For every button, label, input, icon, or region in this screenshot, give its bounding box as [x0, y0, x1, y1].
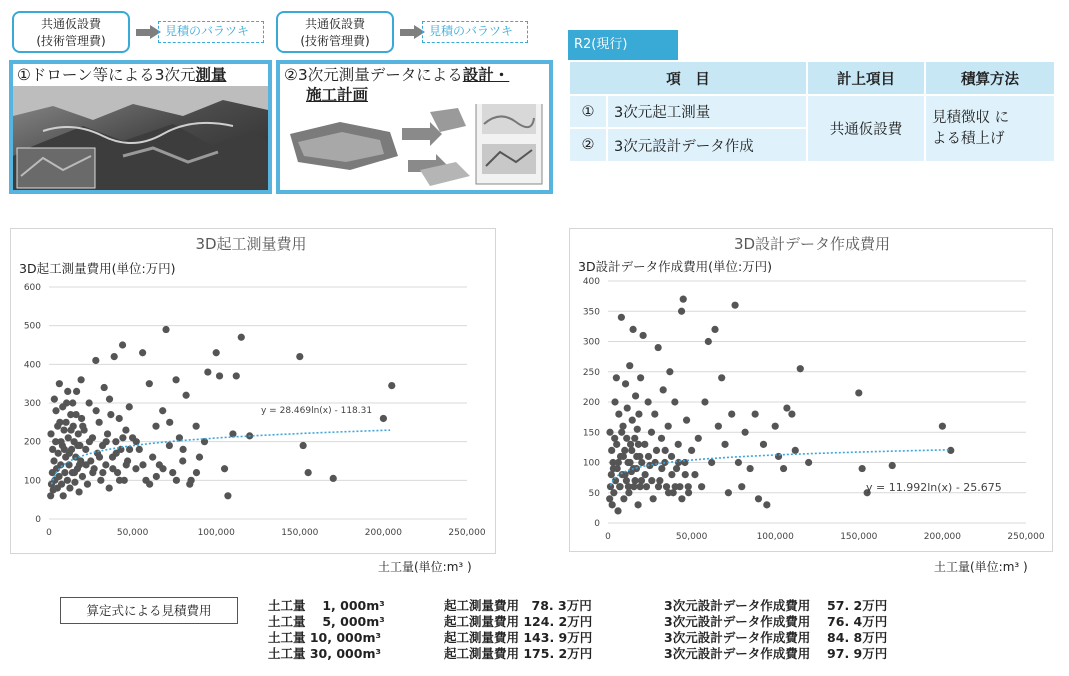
data-point — [666, 368, 673, 375]
data-point — [738, 483, 745, 490]
data-point — [627, 441, 634, 448]
x-tick-label: 200,000 — [364, 528, 403, 538]
estimate-volume: 土工量 10, 000m³ — [268, 630, 381, 645]
y-tick-label: 350 — [582, 307, 600, 318]
y-tick-label: 0 — [594, 519, 600, 529]
y-tick-label: 300 — [23, 399, 41, 409]
drone-survey-title-text: ①ドローン等による3次元 — [17, 66, 196, 84]
data-point — [718, 374, 725, 381]
data-point — [216, 372, 223, 379]
data-point — [159, 407, 166, 414]
data-point — [82, 446, 89, 453]
r2-cost-table — [568, 60, 1056, 161]
data-point — [196, 454, 203, 461]
data-point — [136, 446, 143, 453]
data-point — [701, 398, 708, 405]
data-point — [650, 495, 657, 502]
r2-method-line1: 見積徴収 に — [932, 109, 1010, 126]
y-tick-label: 150 — [582, 428, 600, 439]
data-point — [747, 465, 754, 472]
data-point — [643, 483, 650, 490]
data-point — [780, 465, 787, 472]
data-point — [116, 415, 123, 422]
design-plan-title-bold1: 設計・ — [462, 66, 510, 84]
data-point — [640, 332, 647, 339]
data-point — [96, 454, 103, 461]
estimate-volume: 土工量 5, 000m³ — [268, 614, 385, 629]
data-point — [613, 374, 620, 381]
data-point — [330, 475, 337, 482]
data-point — [238, 334, 245, 341]
estimate-row — [268, 628, 968, 644]
data-point — [615, 459, 622, 466]
estimate-survey-cost: 起工測量費用 175. 2万円 — [444, 646, 593, 661]
data-point — [112, 438, 119, 445]
data-point — [72, 411, 79, 418]
data-point — [641, 441, 648, 448]
data-point — [642, 471, 649, 478]
data-point — [60, 492, 67, 499]
data-point — [614, 507, 621, 514]
data-point — [146, 481, 153, 488]
data-point — [609, 501, 616, 508]
x-tick-label: 250,000 — [448, 528, 486, 538]
x-tick-label: 50,000 — [116, 528, 149, 538]
drone-survey-panel — [9, 60, 272, 194]
design-plan-title-line2 — [306, 86, 368, 104]
data-point — [620, 453, 627, 460]
data-point — [92, 357, 99, 364]
data-point — [618, 314, 625, 321]
design-plan-title — [284, 66, 509, 84]
data-point — [166, 419, 173, 426]
data-point — [678, 308, 685, 315]
data-point — [296, 353, 303, 360]
data-point — [146, 380, 153, 387]
data-point — [653, 447, 660, 454]
r2-method-cell — [925, 95, 1055, 161]
estimate-design-cost: 3次元設計データ作成費用 84. 8万円 — [664, 630, 888, 645]
data-point — [658, 435, 665, 442]
r2-header-row — [569, 61, 1055, 95]
data-point — [685, 489, 692, 496]
x-tick-label: 200,000 — [923, 532, 962, 542]
data-point — [623, 435, 630, 442]
data-point — [634, 426, 641, 433]
data-point — [691, 471, 698, 478]
data-point — [675, 459, 682, 466]
data-point — [631, 435, 638, 442]
data-point — [665, 489, 672, 496]
data-point — [660, 386, 667, 393]
x-tick-label: 150,000 — [840, 532, 878, 542]
data-point — [73, 388, 80, 395]
data-point — [186, 481, 193, 488]
data-point — [626, 362, 633, 369]
y-tick-label: 500 — [23, 321, 41, 332]
data-point — [183, 392, 190, 399]
data-point — [613, 441, 620, 448]
chart-ylabel: 3D設計データ作成費用(単位:万円) — [578, 259, 773, 274]
data-point — [656, 477, 663, 484]
data-point — [66, 484, 73, 491]
data-point — [97, 477, 104, 484]
data-point — [655, 344, 662, 351]
data-point — [695, 435, 702, 442]
chart-ylabel: 3D起工測量費用(単位:万円) — [19, 261, 176, 276]
data-point — [153, 473, 160, 480]
data-point — [62, 419, 69, 426]
data-point — [889, 462, 896, 469]
r2-current-tab: R2(現行) — [568, 30, 678, 60]
data-point — [139, 349, 146, 356]
data-point — [224, 492, 231, 499]
data-point — [658, 465, 665, 472]
r2-header-category: 計上項目 — [807, 61, 925, 95]
data-point — [173, 477, 180, 484]
data-point — [123, 461, 130, 468]
data-point — [735, 459, 742, 466]
data-point — [682, 471, 689, 478]
estimate-volume: 土工量 1, 000m³ — [268, 598, 385, 613]
trendline-label: y = 28.469ln(x) - 118.31 — [261, 406, 373, 416]
data-point — [648, 429, 655, 436]
data-point — [629, 417, 636, 424]
data-point — [638, 477, 645, 484]
data-point — [96, 419, 103, 426]
data-point — [610, 465, 617, 472]
estimate-survey-cost: 起工測量費用 143. 9万円 — [444, 630, 593, 645]
data-point — [233, 372, 240, 379]
data-point — [380, 415, 387, 422]
data-point — [139, 461, 146, 468]
data-point — [57, 438, 64, 445]
data-point — [688, 447, 695, 454]
data-point — [64, 388, 71, 395]
data-point — [635, 411, 642, 418]
data-point — [83, 461, 90, 468]
data-point — [93, 407, 100, 414]
data-point — [628, 447, 635, 454]
data-point — [204, 368, 211, 375]
r2-row-2-item: 3次元設計データ作成 — [607, 128, 807, 161]
data-point — [792, 447, 799, 454]
data-point — [611, 398, 618, 405]
data-point — [166, 442, 173, 449]
data-point — [109, 465, 116, 472]
y-tick-label: 250 — [582, 367, 600, 378]
data-point — [648, 477, 655, 484]
data-point — [725, 489, 732, 496]
data-point — [616, 483, 623, 490]
chart-title: 3D起工測量費用 — [195, 235, 307, 253]
drone-terrain-image — [13, 86, 268, 190]
data-point — [104, 430, 111, 437]
data-point — [79, 423, 86, 430]
data-point — [213, 349, 220, 356]
data-point — [57, 461, 64, 468]
data-point — [179, 446, 186, 453]
data-point — [102, 461, 109, 468]
estimate-survey-cost: 起工測量費用 78. 3万円 — [444, 598, 592, 613]
data-point — [64, 477, 71, 484]
design-chart-xlabel: 土工量(単位:m³ ) — [934, 560, 1028, 574]
survey-chart-xlabel: 土工量(単位:m³ ) — [378, 560, 472, 574]
data-point — [119, 434, 126, 441]
data-point — [624, 404, 631, 411]
x-tick-label: 100,000 — [197, 528, 235, 538]
variance-tag-2: 見積のバラツキ — [422, 21, 528, 43]
y-tick-label: 400 — [582, 277, 600, 287]
r2-row-2-no: ② — [569, 128, 607, 161]
data-point — [631, 477, 638, 484]
data-point — [665, 423, 672, 430]
data-point — [610, 489, 617, 496]
x-tick-label: 0 — [46, 528, 52, 538]
data-point — [939, 423, 946, 430]
data-point — [715, 423, 722, 430]
data-point — [99, 469, 106, 476]
data-point — [61, 469, 68, 476]
data-point — [608, 447, 615, 454]
r2-method-line2: よる積上げ — [932, 130, 1005, 147]
data-point — [169, 469, 176, 476]
data-point — [708, 459, 715, 466]
data-point — [78, 376, 85, 383]
x-tick-label: 50,000 — [675, 532, 708, 542]
cost-bubble-2-line1: 共通仮設費 — [304, 17, 365, 31]
x-tick-label: 150,000 — [281, 528, 319, 538]
y-tick-label: 100 — [23, 476, 41, 487]
data-point — [79, 473, 86, 480]
data-point — [56, 380, 63, 387]
data-point — [615, 411, 622, 418]
data-point — [788, 411, 795, 418]
data-point — [52, 407, 59, 414]
data-point — [60, 426, 67, 433]
design-cost-chart-svg — [570, 229, 1054, 553]
data-point — [645, 398, 652, 405]
data-point — [622, 380, 629, 387]
data-point — [89, 469, 96, 476]
data-point — [755, 495, 762, 502]
data-point — [606, 429, 613, 436]
estimate-table — [268, 596, 968, 660]
data-point — [84, 481, 91, 488]
drone-survey-title-bold: 測量 — [195, 66, 227, 84]
data-point — [221, 465, 228, 472]
data-point — [731, 302, 738, 309]
data-point — [119, 341, 126, 348]
data-point — [618, 429, 625, 436]
data-point — [621, 447, 628, 454]
data-point — [50, 457, 57, 464]
data-point — [711, 326, 718, 333]
data-point — [106, 484, 113, 491]
data-point — [67, 426, 74, 433]
data-point — [47, 430, 54, 437]
data-point — [626, 459, 633, 466]
data-point — [629, 326, 636, 333]
data-point — [632, 392, 639, 399]
survey-cost-chart — [10, 228, 496, 554]
design-data-image — [280, 104, 549, 190]
cost-bubble-1-line2: (技術管理費) — [36, 34, 106, 48]
estimate-design-cost: 3次元設計データ作成費用 57. 2万円 — [664, 598, 888, 613]
y-tick-label: 600 — [23, 283, 41, 293]
data-point — [668, 471, 675, 478]
survey-cost-chart-svg — [11, 229, 497, 555]
data-point — [113, 450, 120, 457]
y-tick-label: 300 — [582, 337, 600, 348]
data-point — [763, 501, 770, 508]
x-tick-label: 250,000 — [1007, 532, 1045, 542]
data-point — [86, 438, 93, 445]
data-point — [74, 442, 81, 449]
estimate-volume: 土工量 30, 000m³ — [268, 646, 381, 661]
design-cost-chart — [569, 228, 1053, 552]
cost-bubble-2 — [276, 11, 394, 53]
cost-bubble-1-line1: 共通仮設費 — [40, 17, 101, 31]
data-point — [116, 477, 123, 484]
data-point — [680, 296, 687, 303]
data-point — [634, 501, 641, 508]
data-point — [752, 411, 759, 418]
estimate-survey-cost: 起工測量費用 124. 2万円 — [444, 614, 593, 629]
y-tick-label: 400 — [23, 360, 41, 371]
data-point — [655, 483, 662, 490]
data-point — [66, 450, 73, 457]
data-point — [300, 442, 307, 449]
r2-category-cell: 共通仮設費 — [807, 95, 925, 161]
data-point — [662, 447, 669, 454]
data-point — [637, 483, 644, 490]
y-tick-label: 50 — [588, 488, 600, 499]
data-point — [633, 453, 640, 460]
cost-bubble-2-line2: (技術管理費) — [300, 34, 370, 48]
data-point — [193, 423, 200, 430]
data-point — [305, 469, 312, 476]
r2-row-1-item: 3次元起工測量 — [607, 95, 807, 128]
data-point — [101, 384, 108, 391]
data-point — [122, 426, 129, 433]
design-plan-panel — [276, 60, 553, 194]
x-tick-label: 100,000 — [756, 532, 794, 542]
data-point — [671, 398, 678, 405]
data-point — [69, 399, 76, 406]
estimate-design-cost: 3次元設計データ作成費用 76. 4万円 — [664, 614, 888, 629]
trendline-label: y = 11.992ln(x) - 25.675 — [866, 481, 1002, 494]
r2-row-1-no: ① — [569, 95, 607, 128]
r2-header-item: 項 目 — [569, 61, 807, 95]
data-point — [721, 441, 728, 448]
estimate-row — [268, 644, 968, 660]
data-point — [728, 411, 735, 418]
data-point — [149, 454, 156, 461]
r2-row-1 — [569, 95, 1055, 128]
data-point — [783, 404, 790, 411]
data-point — [179, 457, 186, 464]
data-point — [638, 459, 645, 466]
estimate-row — [268, 612, 968, 628]
data-point — [75, 488, 82, 495]
data-point — [132, 465, 139, 472]
data-point — [159, 465, 166, 472]
data-point — [620, 495, 627, 502]
data-point — [172, 376, 179, 383]
data-point — [637, 374, 644, 381]
y-tick-label: 200 — [23, 437, 41, 448]
data-point — [71, 479, 78, 486]
data-point — [76, 461, 83, 468]
design-plan-title-text: ②3次元測量データによる — [284, 66, 463, 84]
variance-tag-1: 見積のバラツキ — [158, 21, 264, 43]
data-point — [635, 441, 642, 448]
data-point — [760, 441, 767, 448]
r2-header-method: 積算方法 — [925, 61, 1055, 95]
data-point — [705, 338, 712, 345]
x-tick-label: 0 — [605, 532, 611, 542]
data-point — [49, 446, 56, 453]
data-point — [107, 411, 114, 418]
data-point — [111, 353, 118, 360]
data-point — [126, 403, 133, 410]
data-point — [675, 441, 682, 448]
data-point — [645, 453, 652, 460]
data-point — [625, 483, 632, 490]
data-point — [683, 417, 690, 424]
data-point — [54, 423, 61, 430]
data-point — [772, 423, 779, 430]
estimate-design-cost: 3次元設計データ作成費用 97. 9万円 — [664, 646, 888, 661]
data-point — [65, 461, 72, 468]
estimate-label: 算定式による見積費用 — [60, 597, 238, 624]
data-point — [152, 423, 159, 430]
y-tick-label: 100 — [582, 458, 600, 469]
chart-title: 3D設計データ作成費用 — [733, 235, 891, 253]
data-point — [859, 465, 866, 472]
data-point — [59, 403, 66, 410]
data-point — [103, 438, 110, 445]
drone-survey-title — [17, 66, 226, 84]
data-point — [678, 495, 685, 502]
data-point — [106, 396, 113, 403]
data-point — [51, 396, 58, 403]
design-plan-title-bold2: 施工計画 — [306, 86, 369, 104]
data-point — [619, 423, 626, 430]
data-point — [388, 382, 395, 389]
data-point — [651, 411, 658, 418]
data-point — [193, 469, 200, 476]
data-point — [86, 399, 93, 406]
data-point — [668, 453, 675, 460]
data-point — [71, 469, 78, 476]
data-point — [775, 453, 782, 460]
data-point — [805, 459, 812, 466]
data-point — [742, 429, 749, 436]
data-point — [855, 389, 862, 396]
y-tick-label: 0 — [35, 515, 41, 525]
data-point — [672, 483, 679, 490]
data-point — [797, 365, 804, 372]
cost-bubble-1 — [12, 11, 130, 53]
estimate-row — [268, 596, 968, 612]
data-point — [698, 483, 705, 490]
y-tick-label: 200 — [582, 398, 600, 408]
data-point — [162, 326, 169, 333]
